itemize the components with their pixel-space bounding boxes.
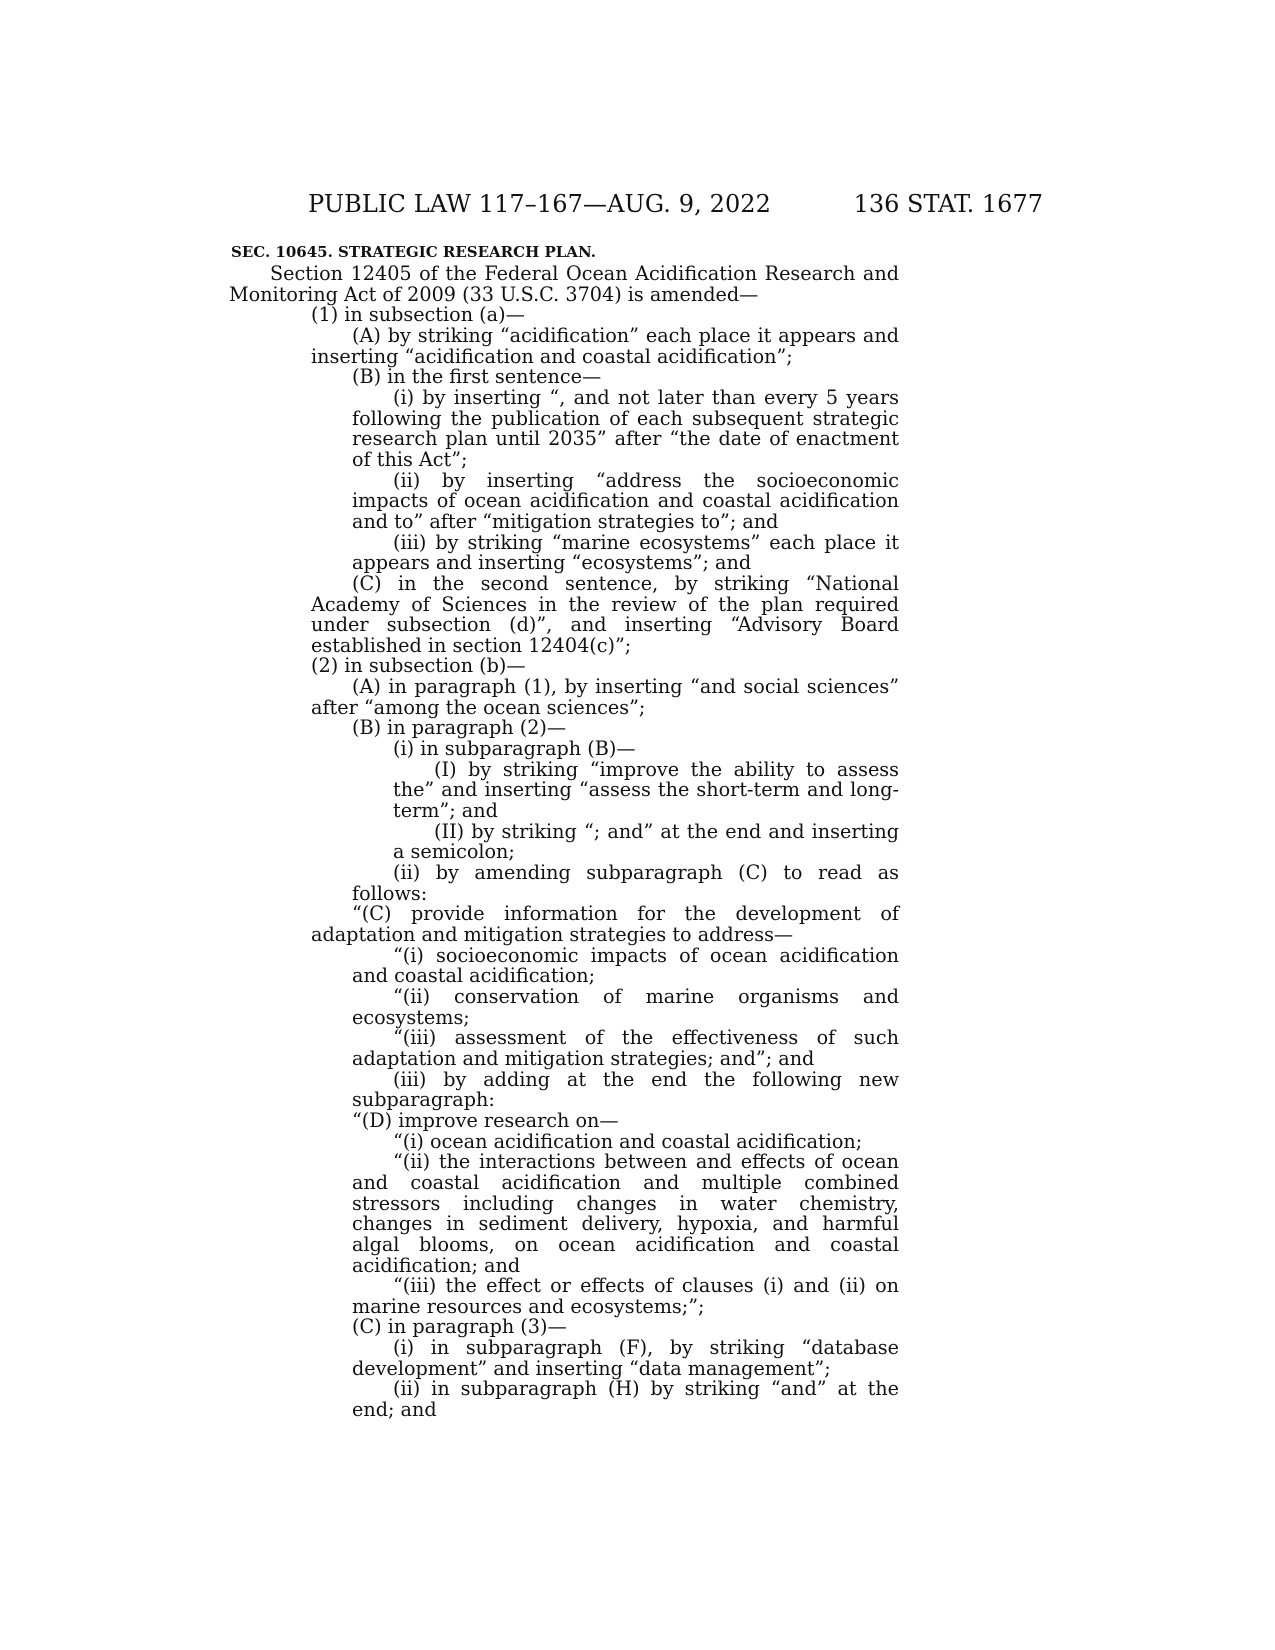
body-paragraph: (B) in paragraph (2)— <box>352 716 567 740</box>
body-paragraph: (A) in paragraph (1), by inserting “and social sciences” after “among the ocean sciences”; <box>311 675 899 719</box>
body-paragraph: (ii) by inserting “address the socioeconomic impacts of ocean acidification and coastal acidification and to” after “mitigation strategies to”; and <box>352 468 899 533</box>
body-paragraph: Section 12405 of the Federal Ocean Acidification Research and Monitoring Act of 2009 (33 U.S.C. 3704) is amended— <box>229 262 899 306</box>
body-paragraph: (i) in subparagraph (F), by striking “database development” and inserting “data management”; <box>352 1336 899 1380</box>
body-paragraph: (i) in subparagraph (B)— <box>393 737 636 761</box>
quoted-paragraph: “(D) improve research on— <box>352 1108 619 1132</box>
body-paragraph: (II) by striking “; and” at the end and inserting a semicolon; <box>393 819 899 864</box>
quoted-paragraph: “(i) socioeconomic impacts of ocean acidification and coastal acidification; <box>352 943 899 988</box>
quoted-paragraph: “(iii) the effect or effects of clauses (i) and (ii) on marine resources and ecosystems;”; <box>352 1274 899 1318</box>
body-paragraph: (iii) by adding at the end the following new subparagraph: <box>352 1067 899 1112</box>
body-paragraph: (i) by inserting “, and not later than every 5 years following the publication of each subsequent strategic research plan until 2035” after “the date of enactment of this Act”; <box>352 385 899 471</box>
body-paragraph: (B) in the first sentence— <box>352 365 602 389</box>
body-paragraph: (C) in paragraph (3)— <box>352 1315 567 1339</box>
quoted-paragraph: “(i) ocean acidification and coastal acidification; <box>393 1129 863 1153</box>
body-paragraph: (I) by striking “improve the ability to assess the” and inserting “assess the short-term and long-term”; and <box>393 757 899 823</box>
body-paragraph: (1) in subsection (a)— <box>311 303 525 327</box>
quoted-paragraph: “(ii) conservation of marine organisms and ecosystems; <box>352 984 899 1029</box>
running-head <box>308 189 1043 219</box>
quoted-paragraph: “(iii) assessment of the effectiveness of such adaptation and mitigation strategies; and”; and <box>352 1026 899 1070</box>
body-paragraph: (ii) by amending subparagraph (C) to read as follows: <box>352 861 899 905</box>
quoted-paragraph: “(ii) the interactions between and effects of ocean and coastal acidification and multiple combined stressors including changes in water chemistry, changes in sediment delivery, hypoxia, and harmful algal blooms, on ocean acidification and coastal acidification; and <box>352 1150 899 1277</box>
body-paragraph: (2) in subsection (b)— <box>311 654 526 678</box>
body-paragraph: (C) in the second sentence, by striking “National Academy of Sciences in the review of the plan required under subsection (d)”, and inserting “Advisory Board established in section 12404(c)”; <box>311 571 899 657</box>
body-paragraph: (iii) by striking “marine ecosystems” each place it appears and inserting “ecosystems”; and <box>352 530 899 575</box>
body-paragraph: (A) by striking “acidification” each place it appears and inserting “acidification and coastal acidification”; <box>311 323 899 368</box>
statute-page-number: 136 STAT. 1677 <box>853 190 1043 218</box>
section-heading: SEC. 10645. STRATEGIC RESEARCH PLAN. <box>231 243 596 261</box>
body-paragraph: (ii) in subparagraph (H) by striking “and” at the end; and <box>352 1377 899 1422</box>
section-body <box>229 264 899 1421</box>
running-head-title: PUBLIC LAW 117–167—AUG. 9, 2022 <box>308 190 772 218</box>
quoted-paragraph: “(C) provide information for the development of adaptation and mitigation strategies to address— <box>311 902 899 946</box>
